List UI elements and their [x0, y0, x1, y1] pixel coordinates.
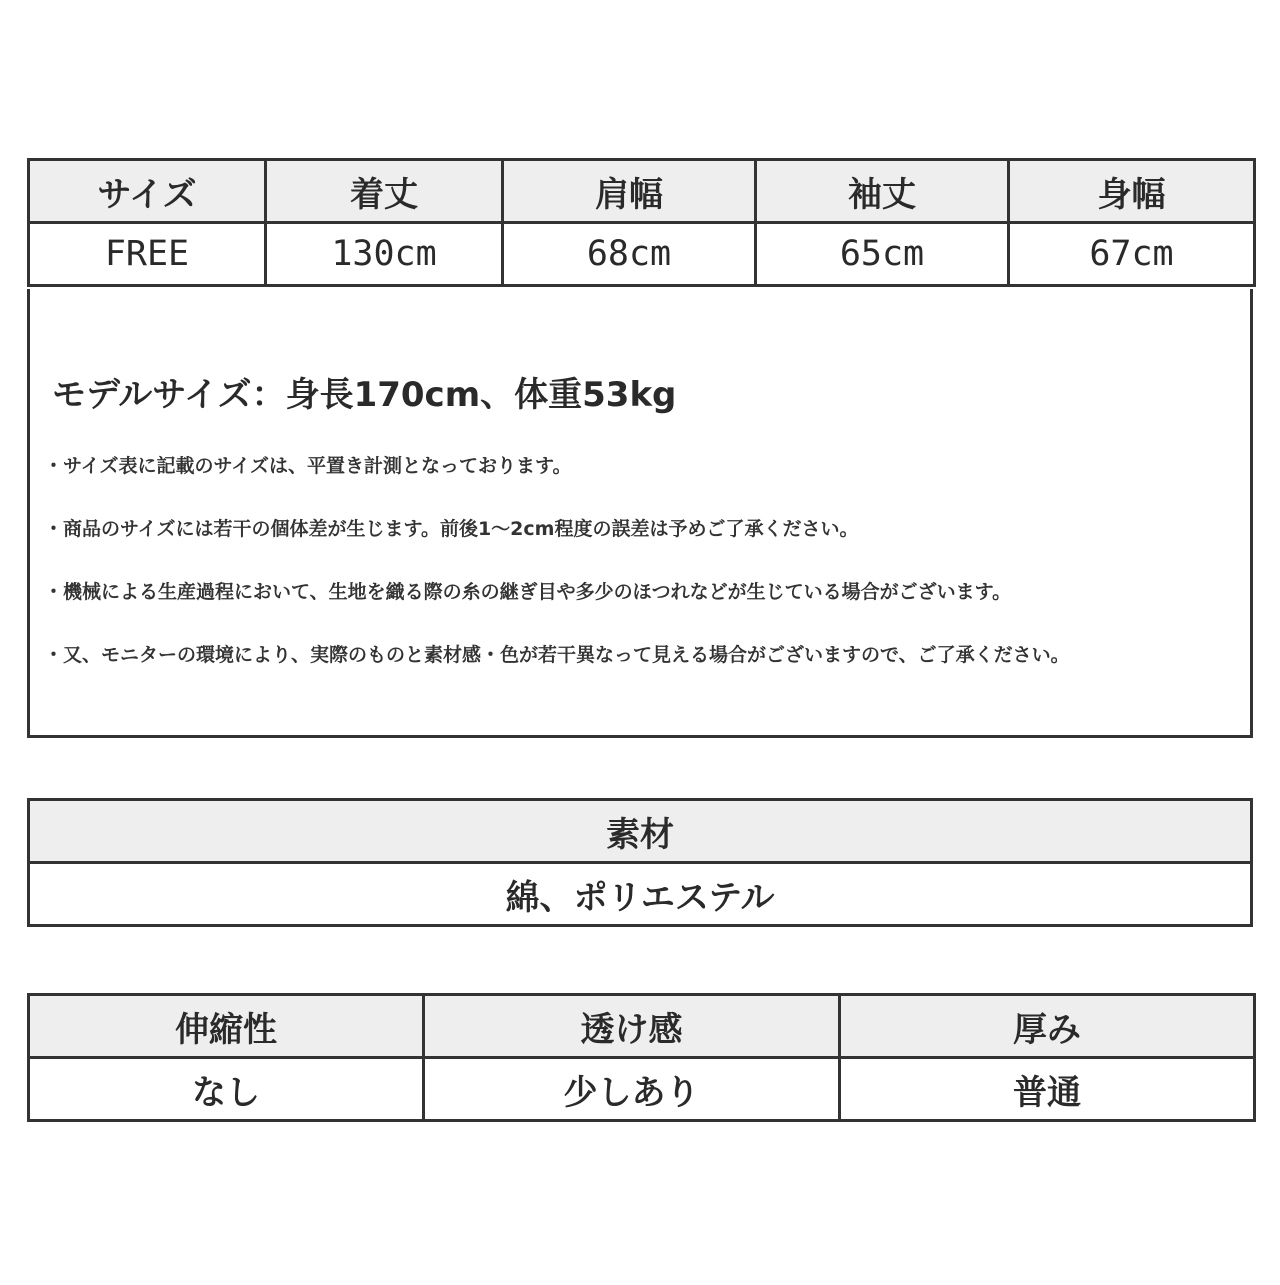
size-value-shoulder: 68cm [503, 223, 756, 286]
fabric-header-stretch: 伸縮性 [29, 995, 424, 1058]
material-header-row [29, 800, 1252, 863]
fabric-header-row [29, 995, 1255, 1058]
size-header-shoulder: 肩幅 [503, 160, 756, 223]
material-value: 綿、ポリエステル [29, 863, 1252, 926]
size-table-value-row [29, 223, 1255, 286]
size-header-width: 身幅 [1009, 160, 1255, 223]
material-value-row [29, 863, 1252, 926]
note-item: ・又、モニターの環境により、実際のものと素材感・色が若干異なって見える場合がございますので、ご了承ください。 [44, 644, 1070, 666]
size-header-sleeve: 袖丈 [756, 160, 1009, 223]
size-value-sleeve: 65cm [756, 223, 1009, 286]
size-header-size: サイズ [29, 160, 266, 223]
model-size: モデルサイズ：身長170cm、体重53kg [52, 375, 677, 415]
fabric-value-stretch: なし [29, 1058, 424, 1121]
material-table [27, 798, 1253, 927]
size-header-length: 着丈 [266, 160, 503, 223]
fabric-value-thickness: 普通 [840, 1058, 1255, 1121]
fabric-value-sheerness: 少しあり [424, 1058, 840, 1121]
note-item: ・商品のサイズには若干の個体差が生じます。前後1～2cm程度の誤差は予めご了承ください。 [44, 518, 859, 540]
size-value-length: 130cm [266, 223, 503, 286]
note-item: ・機械による生産過程において、生地を織る際の糸の継ぎ目や多少のほつれなどが生じている場合がございます。 [44, 581, 1012, 603]
fabric-header-sheerness: 透け感 [424, 995, 840, 1058]
notes-box [27, 289, 1253, 738]
fabric-header-thickness: 厚み [840, 995, 1255, 1058]
material-header: 素材 [29, 800, 1252, 863]
fabric-value-row [29, 1058, 1255, 1121]
size-value-width: 67cm [1009, 223, 1255, 286]
note-item: ・サイズ表に記載のサイズは、平置き計測となっております。 [44, 455, 572, 477]
size-table [27, 158, 1256, 287]
size-value-size: FREE [29, 223, 266, 286]
fabric-table [27, 993, 1256, 1122]
size-table-header-row [29, 160, 1255, 223]
